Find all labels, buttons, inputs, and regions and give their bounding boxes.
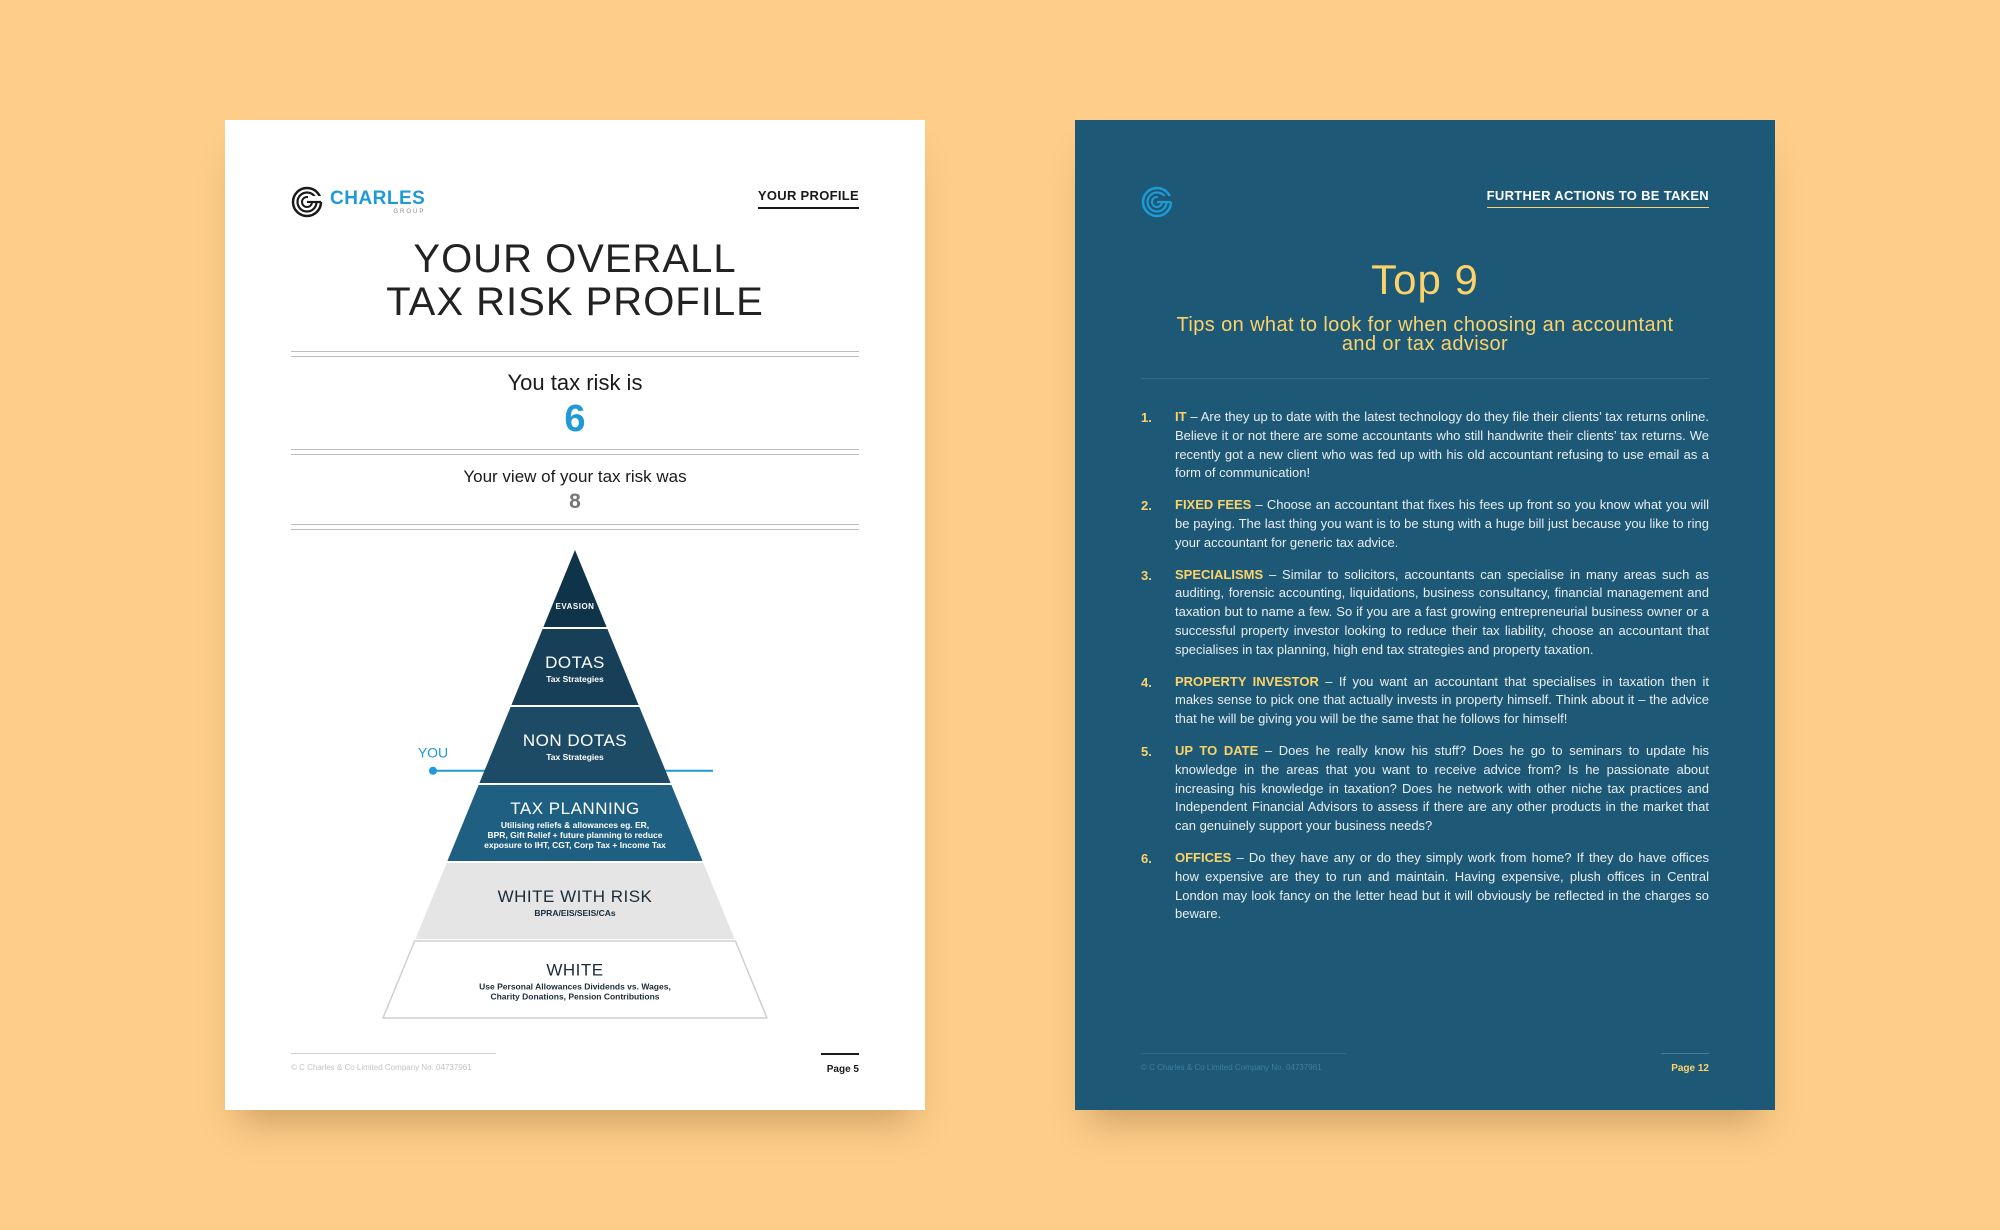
pyramid-level-subtitle: exposure to IHT, CGT, Corp Tax + Income Tax [484, 840, 666, 850]
pyramid-level-subtitle: Use Personal Allowances Dividends vs. Wages, [479, 981, 671, 992]
risk-value: 6 [564, 398, 586, 440]
tip-item [1141, 673, 1709, 729]
you-marker-dot [429, 767, 437, 775]
footer-copyright: © C Charles & Co Limited Company No. 04737961 [291, 1053, 496, 1072]
tips-list [1141, 408, 1709, 937]
pyramid-level-title: TAX PLANNING [510, 799, 640, 818]
tip-body [1175, 673, 1709, 729]
tip-number: 2. [1141, 498, 1152, 514]
tip-text: – If you want an accountant that specialises in taxation then it makes sense to pick one that actually invests in property himself. Think about it – the advice that he will be giving you will be the same that he follows for himself! [1175, 673, 1710, 727]
pyramid-level-title: DOTAS [545, 653, 605, 672]
tip-heading: OFFICES [1175, 849, 1232, 865]
pyramid-level-subtitle: Charity Donations, Pension Contributions [490, 991, 660, 1002]
tip-number: 6. [1141, 850, 1152, 866]
pyramid-level-title: WHITE WITH RISK [497, 887, 653, 906]
pyramid-level-title: NON DOTAS [522, 731, 628, 750]
pyramid-level [543, 550, 606, 627]
tip-text: – Choose an accountant that fixes his fees up front so you know what you will be paying. The last thing you want is to be stung with a huge bill just because you like to ring your accountant for generic tax advice. [1175, 497, 1709, 550]
tip-text: – Does he really know his stuff? Does he go to seminars to update his knowledge in the areas that you want to receive advice from? Is he passionate about increasing his knowledge in taxation? Does he network with other niche tax practices and Independent Financial Advisors to assess if there are any other products in the market that can genuinely support your business needs? [1175, 742, 1709, 834]
tip-heading: FIXED FEES [1175, 497, 1252, 513]
footer-copyright: © C Charles & Co Limited Company No. 04737961 [1141, 1053, 1346, 1072]
page-number: Page 12 [1661, 1053, 1709, 1074]
pyramid-level-subtitle: BPR, Gift Relief + future planning to reduce [487, 830, 663, 840]
tip-item [1141, 566, 1709, 660]
you-marker-label: YOU [417, 744, 449, 761]
pyramid-level-subtitle: BPRA/EIS/SEIS/CAs [534, 908, 616, 918]
tip-number: 1. [1141, 410, 1152, 425]
logo-sub: GROUP [393, 209, 426, 215]
pyramid-level-title: EVASION [555, 602, 595, 611]
page-number: Page 5 [821, 1053, 859, 1075]
section-label: YOUR PROFILE [758, 188, 859, 209]
page-subtitle: Tips on what to look for when choosing an accountant and or tax advisor [1176, 314, 1674, 355]
tip-body [1175, 408, 1709, 483]
page-title-line-1: YOUR OVERALL [413, 237, 737, 281]
tip-text: – Do they have any or do they simply work from home? If they do have offices how expensive are they to run and maintain. Having expensive, plush offices in Central London may look fancy on the letter head but it will obviously be reflected in the charges so beware. [1175, 849, 1709, 922]
tip-heading: UP TO DATE [1175, 742, 1259, 758]
tip-text: – Similar to solicitors, accountants can specialise in many areas such as auditing, forensic accounting, liquidations, business consultancy, financial management and taxation but to name a few. So if you are a fast growing entrepreneurial business owner or a successful property investor looking to reduce their tax liability, choose an accountant that specialises in tax planning, high end tax strategies and property taxation. [1175, 566, 1709, 657]
tip-heading: IT [1175, 409, 1187, 424]
pyramid-level-subtitle: Utilising reliefs & allowances eg. ER, [500, 820, 650, 830]
view-label: Your view of your tax risk was [463, 467, 687, 486]
tip-number: 3. [1141, 567, 1152, 583]
pyramid-level-subtitle: Tax Strategies [546, 674, 604, 684]
pyramid-level-title: WHITE [546, 960, 604, 980]
tip-heading: PROPERTY INVESTOR [1175, 673, 1319, 689]
charles-logo-icon [1141, 186, 1173, 218]
page-your-profile [225, 120, 925, 1110]
tax-risk-pyramid [225, 120, 925, 1110]
tip-body [1175, 849, 1709, 924]
tip-number: 4. [1141, 674, 1152, 690]
section-label: FURTHER ACTIONS TO BE TAKEN [1487, 188, 1709, 208]
page-title: Top 9 [1371, 256, 1479, 303]
risk-label: You tax risk is [507, 370, 643, 395]
tip-body [1175, 742, 1709, 836]
pyramid-level [383, 941, 767, 1018]
tip-body [1175, 566, 1709, 660]
pyramid-level-subtitle: Tax Strategies [546, 752, 604, 762]
view-value: 8 [569, 490, 581, 513]
page-title-line-2: TAX RISK PROFILE [386, 280, 764, 324]
tip-item [1141, 849, 1709, 924]
tip-item [1141, 408, 1709, 483]
tip-body [1175, 496, 1709, 552]
page-further-actions [1075, 120, 1775, 1110]
logo-name: CHARLES [330, 188, 426, 209]
tip-item [1141, 496, 1709, 552]
divider [1141, 378, 1709, 379]
tip-text: – Are they up to date with the latest technology do they file their clients’ tax returns online. Believe it or not there are some accountants who still handwrite their clients’ tax returns. We recently got a new client who was fed up with his old accountant refusing to use email as a form of communication! [1175, 409, 1709, 481]
tip-item [1141, 742, 1709, 836]
tip-number: 5. [1141, 743, 1152, 759]
tip-heading: SPECIALISMS [1175, 566, 1264, 582]
